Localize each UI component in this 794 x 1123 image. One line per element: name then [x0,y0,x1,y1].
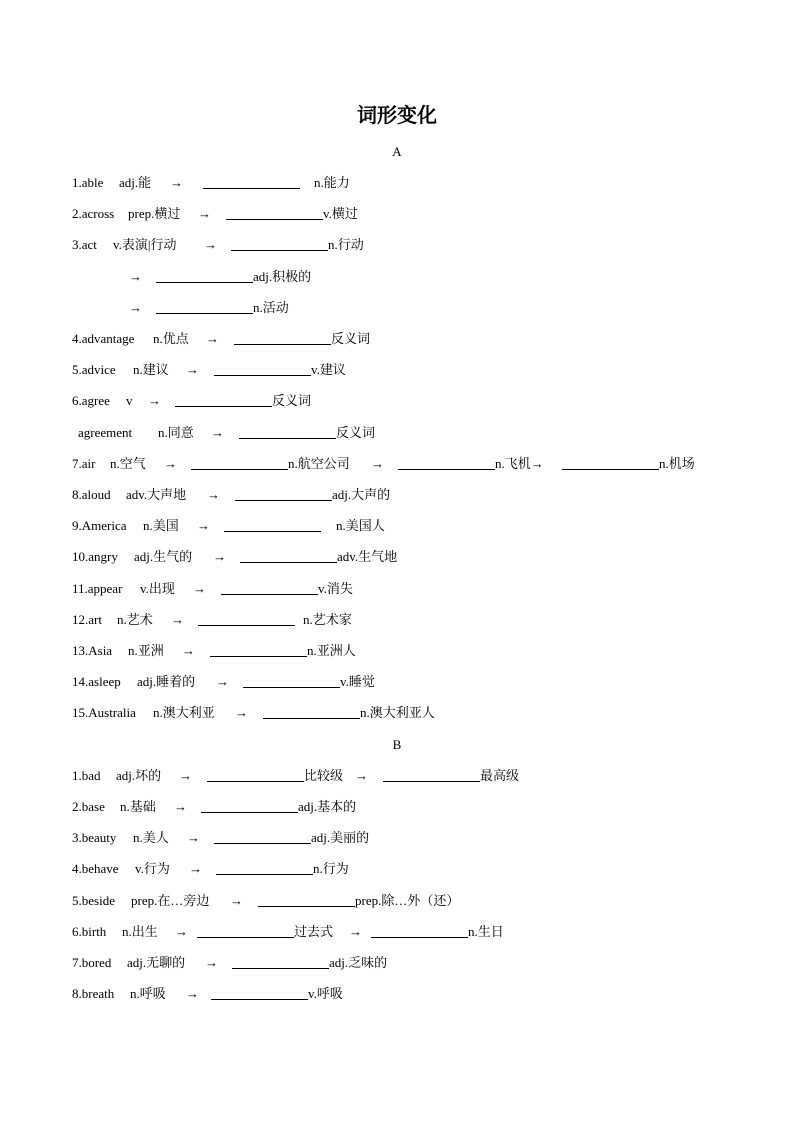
answer-blank [240,549,337,563]
exercise-line [0,705,794,721]
answer-blank [214,362,311,376]
exercise-line [0,581,794,597]
definition: v.出现 [140,581,175,596]
exercise-line [0,487,794,503]
answer-blank [201,799,298,813]
arrow: → [197,518,210,533]
definition: n.基础 [120,799,156,814]
headword: 15.Australia [72,705,136,720]
arrow: → [213,549,226,564]
definition: adj.睡着的 [137,674,196,689]
headword: 14.asleep [72,674,121,689]
page-title: 词形变化 [357,105,437,127]
definition: n.同意 [158,425,194,440]
answer-blank [239,425,336,439]
exercise-line [0,362,794,378]
arrow: → [230,893,243,908]
headword: 2.base [72,799,105,814]
form-label: v.建议 [311,362,346,377]
definition: n.建议 [133,362,169,377]
answer-blank [231,237,328,251]
arrow: → [189,861,202,876]
headword: 12.art [72,612,102,627]
exercise-line [0,799,794,815]
form-label: 最高级 [480,768,520,783]
exercise-line [0,269,794,285]
exercise-line [0,549,794,565]
form-label: n.亚洲人 [307,643,356,658]
answer-blank [156,300,253,314]
definition: n.澳大利亚 [153,705,215,720]
headword: 3.beauty [72,830,117,845]
section-b-label: B [392,737,402,752]
form-label: 比较级 [304,768,344,783]
definition: n.优点 [153,331,189,346]
answer-blank [398,456,495,470]
headword: 4.advantage [72,331,135,346]
answer-blank [203,175,300,189]
form-label: n.行为 [313,861,349,876]
arrow: → [349,924,362,939]
form-label: n.能力 [314,175,350,190]
arrow: → [211,425,224,440]
exercise-line [0,643,794,659]
exercise-line [0,674,794,690]
definition: v.行为 [135,861,170,876]
form-label: n.澳大利亚人 [360,705,435,720]
definition: n.呼吸 [130,986,166,1001]
definition: n.出生 [122,924,158,939]
definition: adj.坏的 [116,768,162,783]
exercise-line [0,768,794,784]
answer-blank [207,768,304,782]
definition: adj.能 [119,175,152,190]
answer-blank [210,643,307,657]
answer-blank [232,955,329,969]
exercise-line [0,425,794,441]
definition: n.空气 [110,456,146,471]
form-label: 反义词 [336,425,376,440]
arrow: → [186,986,199,1001]
exercise-line [0,300,794,316]
arrow: → [129,300,142,315]
definition: adj.生气的 [134,549,193,564]
exercise-line [0,206,794,222]
headword: 8.aloud [72,487,111,502]
answer-blank [226,206,323,220]
definition: prep.横过 [128,206,181,221]
answer-blank [175,393,272,407]
exercise-line [0,237,794,253]
form-label: v.睡觉 [340,674,375,689]
definition: n.艺术 [117,612,153,627]
form-label: v.横过 [323,206,358,221]
exercise-line [0,893,794,909]
exercise-line [0,175,794,191]
answer-blank [214,830,311,844]
arrow: → [235,705,248,720]
arrow: → [174,799,187,814]
headword: 1.bad [72,768,101,783]
answer-blank [211,986,308,1000]
answer-blank [235,487,332,501]
arrow: → [187,830,200,845]
form-label: n.飞机→ [495,456,544,471]
section-a-label: A [392,144,402,159]
arrow: → [148,393,161,408]
form-label: adj.积极的 [253,269,312,284]
headword: 5.beside [72,893,115,908]
definition: adv.大声地 [126,487,187,502]
answer-blank [371,924,468,938]
arrow: → [170,175,183,190]
arrow: → [206,331,219,346]
form-label: v.消失 [318,581,353,596]
arrow: → [186,362,199,377]
headword: 8.breath [72,986,115,1001]
exercise-line [0,331,794,347]
form-label: 反义词 [272,393,312,408]
form-label: adv.生气地 [337,549,398,564]
form-label: n.行动 [328,237,364,252]
headword: 7.bored [72,955,112,970]
headword: 1.able [72,175,104,190]
arrow: → [193,581,206,596]
answer-blank [221,581,318,595]
form-label: n.美国人 [336,518,385,533]
form-label: adj.大声的 [332,487,391,502]
arrow: → [198,206,211,221]
form-label: n.航空公司 [288,456,350,471]
definition: v.表演|行动 [113,237,177,252]
exercise-line [0,986,794,1002]
headword: 6.birth [72,924,107,939]
arrow: → [205,955,218,970]
headword: 5.advice [72,362,116,377]
headword: agreement [78,425,133,440]
answer-blank [224,518,321,532]
form-label: n.机场 [659,456,695,471]
exercise-line [0,518,794,534]
form-label: v.呼吸 [308,986,343,1001]
form-label: n.艺术家 [303,612,352,627]
arrow: → [207,487,220,502]
answer-blank [562,456,659,470]
headword: 3.act [72,237,97,252]
headword: 11.appear [72,581,123,596]
exercise-line [0,861,794,877]
definition: v [126,393,133,408]
arrow: → [182,643,195,658]
definition: n.亚洲 [128,643,164,658]
definition: adj.无聊的 [127,955,186,970]
exercise-line [0,393,794,409]
exercise-line [0,924,794,940]
form-label: 反义词 [331,331,371,346]
arrow: → [216,674,229,689]
arrow: → [175,924,188,939]
answer-blank [234,331,331,345]
form-label: prep.除…外（还） [355,893,460,908]
exercise-line [0,830,794,846]
headword: 13.Asia [72,643,113,658]
answer-blank [258,893,355,907]
answer-blank [191,456,288,470]
arrow: → [171,612,184,627]
answer-blank [198,612,295,626]
form-label: n.活动 [253,300,289,315]
arrow: → [179,768,192,783]
form-label: adj.美丽的 [311,830,370,845]
answer-blank [243,674,340,688]
headword: 6.agree [72,393,110,408]
arrow: → [355,768,368,783]
arrow: → [164,456,177,471]
exercise-line [0,955,794,971]
form-label: adj.基本的 [298,799,357,814]
arrow: → [371,456,384,471]
form-label: 过去式 [294,924,334,939]
definition: n.美国 [143,518,179,533]
answer-blank [263,705,360,719]
headword: 10.angry [72,549,118,564]
arrow: → [204,237,217,252]
answer-blank [156,269,253,283]
definition: n.美人 [133,830,169,845]
form-label: n.生日 [468,924,504,939]
headword: 7.air [72,456,96,471]
definition: prep.在…旁边 [131,893,210,908]
form-label: adj.乏味的 [329,955,388,970]
exercise-line [0,612,794,628]
answer-blank [383,768,480,782]
arrow: → [129,269,142,284]
answer-blank [197,924,294,938]
exercise-line [0,456,794,472]
answer-blank [216,861,313,875]
headword: 9.America [72,518,127,533]
headword: 4.behave [72,861,119,876]
headword: 2.across [72,206,115,221]
